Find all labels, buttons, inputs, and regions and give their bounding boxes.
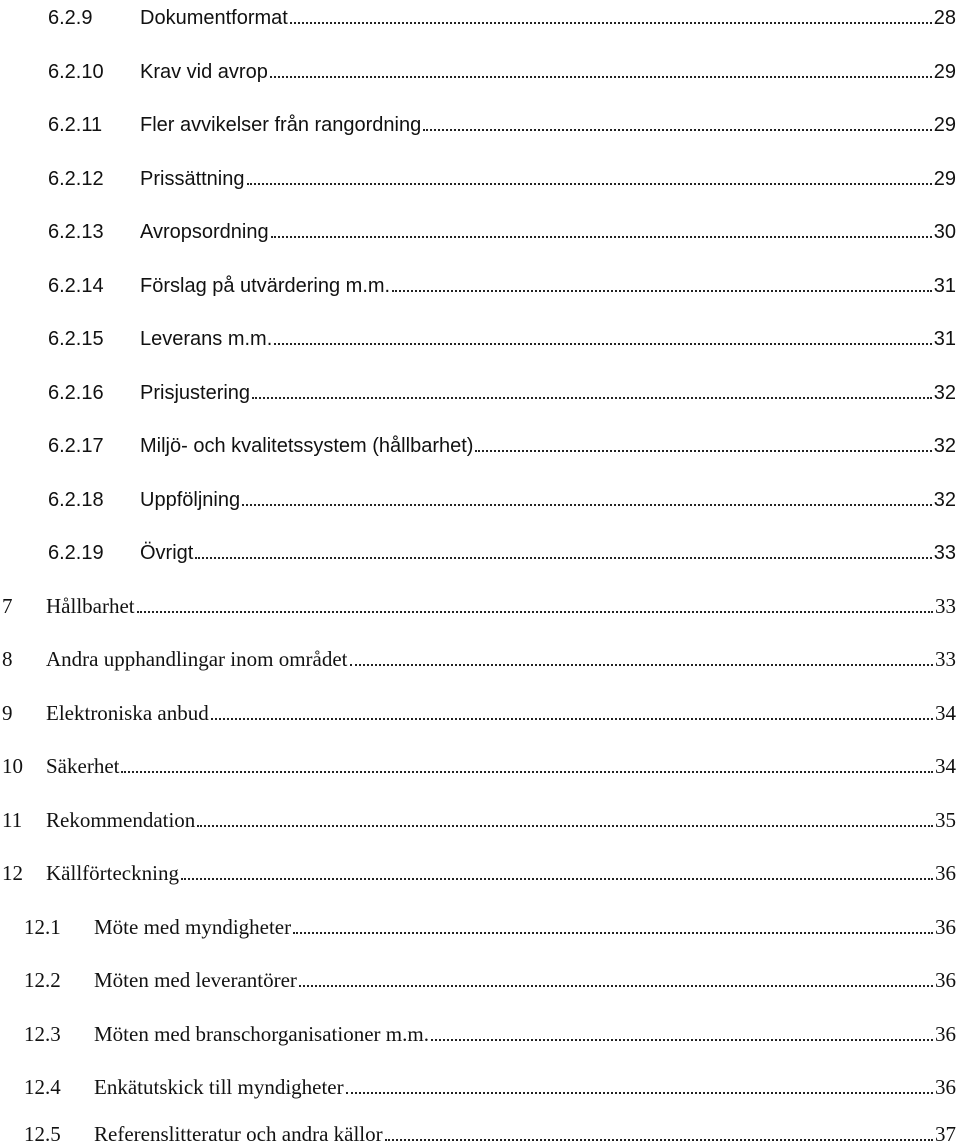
dot-leader [299, 985, 933, 987]
toc-entry-page: 30 [933, 221, 956, 243]
dot-leader [211, 718, 933, 720]
toc-entry-page: 29 [933, 61, 956, 83]
toc-entry-number: 6.2.12 [48, 168, 104, 190]
toc-entry-number: 8 [2, 647, 13, 671]
toc-entry-title: Uppföljning [140, 489, 241, 511]
toc-entry-number: 11 [2, 808, 23, 832]
toc-entry-page: 36 [935, 1022, 956, 1046]
toc-entry-12-2[interactable] [0, 963, 960, 993]
toc-entry-page: 34 [935, 754, 956, 778]
dot-leader [181, 878, 933, 880]
toc-entry-page: 31 [933, 328, 956, 350]
toc-entry-page: 28 [933, 7, 956, 29]
toc-entry-page: 35 [935, 808, 956, 832]
dot-leader [392, 290, 932, 292]
dot-leader [195, 557, 931, 559]
dot-leader [270, 76, 932, 78]
toc-entry-6-2-10[interactable] [0, 54, 960, 84]
toc-entry-title: Fler avvikelser från rangordning [140, 114, 422, 136]
dot-leader [346, 1092, 933, 1094]
toc-entry-6-2-15[interactable] [0, 321, 960, 351]
dot-leader [252, 397, 932, 399]
dot-leader [271, 236, 932, 238]
toc-entry-number: 12.4 [24, 1075, 61, 1099]
toc-entry-title: Enkätutskick till myndigheter [94, 1075, 344, 1099]
toc-entry-12-5[interactable] [0, 1117, 960, 1147]
toc-entry-6-2-13[interactable] [0, 214, 960, 244]
toc-entry-number: 6.2.14 [48, 275, 104, 297]
toc-entry-6-2-11[interactable] [0, 107, 960, 137]
dot-leader [274, 343, 931, 345]
toc-entry-title: Möten med branschorganisationer m.m. [94, 1022, 429, 1046]
toc-entry-page: 32 [933, 382, 956, 404]
toc-entry-page: 36 [935, 861, 956, 885]
toc-entry-number: 7 [2, 594, 13, 618]
dot-leader [293, 932, 933, 934]
toc-entry-number: 6.2.11 [48, 114, 103, 136]
toc-entry-number: 6.2.9 [48, 7, 93, 29]
toc-entry-number: 12 [2, 861, 23, 885]
toc-entry-title: Prisjustering [140, 382, 251, 404]
toc-entry-page: 34 [935, 701, 956, 725]
toc-entry-title: Rekommendation [46, 808, 196, 832]
toc-entry-number: 12.3 [24, 1022, 61, 1046]
toc-entry-title: Leverans m.m. [140, 328, 273, 350]
toc-entry-number: 6.2.18 [48, 489, 104, 511]
toc-entry-page: 36 [935, 915, 956, 939]
toc-entry-number: 6.2.16 [48, 382, 104, 404]
toc-entry-12-1[interactable] [0, 910, 960, 940]
toc-entry-title: Källförteckning [46, 861, 179, 885]
toc-entry-page: 29 [933, 114, 956, 136]
toc-entry-title: Andra upphandlingar inom området [46, 647, 348, 671]
toc-entry-page: 37 [935, 1122, 956, 1146]
toc-entry-page: 33 [935, 647, 956, 671]
dot-leader [290, 22, 932, 24]
dot-leader [385, 1139, 933, 1141]
toc-entry-number: 10 [2, 754, 23, 778]
dot-leader [137, 611, 933, 613]
toc-entry-6-2-9[interactable] [0, 0, 960, 30]
toc-entry-page: 33 [935, 594, 956, 618]
toc-entry-page: 36 [935, 1075, 956, 1099]
dot-leader [431, 1039, 933, 1041]
dot-leader [423, 129, 932, 131]
toc-entry-8[interactable] [0, 642, 960, 672]
toc-entry-page: 32 [933, 435, 956, 457]
toc-entry-number: 6.2.10 [48, 61, 104, 83]
toc-entry-12[interactable] [0, 856, 960, 886]
toc-entry-title: Miljö- och kvalitetssystem (hållbarhet) [140, 435, 474, 457]
toc-entry-title: Prissättning [140, 168, 245, 190]
toc-entry-6-2-16[interactable] [0, 375, 960, 405]
toc-entry-title: Dokumentformat [140, 7, 288, 29]
toc-entry-12-4[interactable] [0, 1070, 960, 1100]
toc-entry-number: 9 [2, 701, 13, 725]
toc-entry-6-2-12[interactable] [0, 161, 960, 191]
toc-entry-page: 33 [933, 542, 956, 564]
toc-entry-10[interactable] [0, 749, 960, 779]
toc-entry-9[interactable] [0, 696, 960, 726]
toc-entry-7[interactable] [0, 589, 960, 619]
dot-leader [350, 664, 933, 666]
toc-entry-12-3[interactable] [0, 1017, 960, 1047]
dot-leader [197, 825, 933, 827]
toc-entry-page: 29 [933, 168, 956, 190]
toc-entry-number: 6.2.13 [48, 221, 104, 243]
toc-entry-number: 6.2.17 [48, 435, 104, 457]
toc-entry-title: Hållbarhet [46, 594, 135, 618]
toc-entry-number: 12.2 [24, 968, 61, 992]
toc-entry-6-2-17[interactable] [0, 428, 960, 458]
toc-entry-title: Krav vid avrop [140, 61, 268, 83]
toc-entry-number: 6.2.15 [48, 328, 104, 350]
dot-leader [242, 504, 932, 506]
toc-entry-number: 6.2.19 [48, 542, 104, 564]
toc-entry-number: 12.1 [24, 915, 61, 939]
toc-entry-6-2-19[interactable] [0, 535, 960, 565]
toc-entry-title: Möten med leverantörer [94, 968, 297, 992]
dot-leader [121, 771, 933, 773]
toc-entry-title: Möte med myndigheter [94, 915, 292, 939]
dot-leader [247, 183, 932, 185]
toc-entry-title: Referenslitteratur och andra källor [94, 1122, 383, 1146]
toc-entry-page: 31 [933, 275, 956, 297]
toc-entry-6-2-18[interactable] [0, 482, 960, 512]
toc-entry-title: Förslag på utvärdering m.m. [140, 275, 391, 297]
toc-entry-11[interactable] [0, 803, 960, 833]
toc-entry-title: Säkerhet [46, 754, 120, 778]
toc-entry-title: Avropsordning [140, 221, 269, 243]
toc-entry-6-2-14[interactable] [0, 268, 960, 298]
toc-entry-page: 32 [933, 489, 956, 511]
toc-entry-title: Övrigt [140, 542, 194, 564]
toc-entry-page: 36 [935, 968, 956, 992]
toc-entry-number: 12.5 [24, 1122, 61, 1146]
toc-entry-title: Elektroniska anbud [46, 701, 209, 725]
dot-leader [475, 450, 931, 452]
